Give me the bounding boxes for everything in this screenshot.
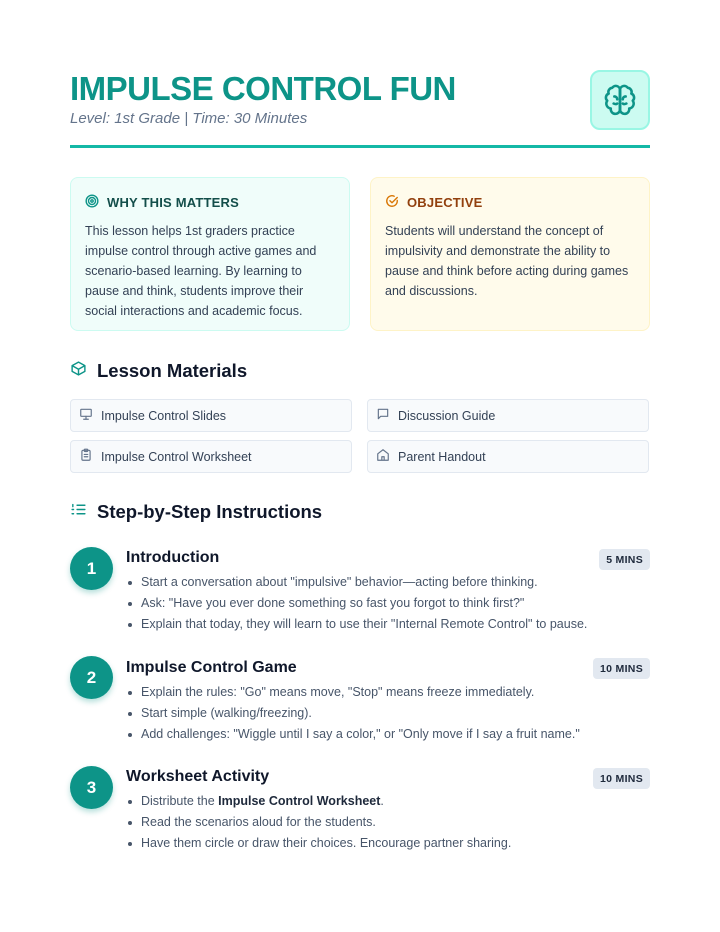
why-this-matters-card: [70, 177, 350, 331]
why-text: This lesson helps 1st graders practice impulse control through active games and scenario-based learning. By learning to pause and think, students improve their social interactions and academic focus.: [85, 224, 317, 318]
bullet-item: Explain that today, they will learn to use their "Internal Remote Control" to pause.: [126, 614, 587, 635]
check-circle-icon: [385, 194, 399, 211]
step-number: 1: [70, 547, 113, 590]
instructions-heading: Step-by-Step Instructions: [70, 501, 322, 523]
material-discussion-guide[interactable]: Discussion Guide: [367, 399, 649, 432]
brain-icon: [590, 70, 650, 130]
page-title: IMPULSE CONTROL FUN: [70, 70, 456, 107]
worksheet-link-text: Impulse Control Worksheet: [218, 794, 381, 808]
material-parent-handout[interactable]: Parent Handout: [367, 440, 649, 473]
step-number: 2: [70, 656, 113, 699]
step-bullets: [126, 572, 587, 635]
duration-badge: 10 MINS: [593, 658, 650, 679]
page-header: [70, 70, 650, 148]
material-slides[interactable]: Impulse Control Slides: [70, 399, 352, 432]
home-icon: [376, 448, 390, 465]
bullet-item: Explain the rules: "Go" means move, "Stop" means freeze immediately.: [126, 682, 580, 703]
duration-badge: 10 MINS: [593, 768, 650, 789]
presentation-icon: [79, 407, 93, 424]
objective-heading: OBJECTIVE: [407, 195, 483, 210]
duration-badge: 5 MINS: [599, 549, 650, 570]
chat-icon: [376, 407, 390, 424]
bullet-item: Ask: "Have you ever done something so fast you forgot to think first?": [126, 593, 587, 614]
step-bullets: [126, 682, 580, 745]
bullet-item: Distribute the Impulse Control Worksheet.: [126, 791, 511, 812]
step-title: Worksheet Activity: [126, 768, 270, 785]
bullet-item: Start a conversation about "impulsive" behavior—acting before thinking.: [126, 572, 587, 593]
step-title: Impulse Control Game: [126, 659, 297, 676]
bullet-item: Read the scenarios aloud for the students.: [126, 812, 511, 833]
materials-heading: Lesson Materials: [70, 360, 247, 382]
clipboard-icon: [79, 448, 93, 465]
why-heading: WHY THIS MATTERS: [107, 195, 239, 210]
box-icon: [70, 360, 87, 382]
page-subtitle: Level: 1st Grade | Time: 30 Minutes: [70, 110, 308, 127]
objective-text: Students will understand the concept of impulsivity and demonstrate the ability to pause and think before acting during games and discussions.: [385, 224, 629, 298]
bullet-item: Start simple (walking/freezing).: [126, 703, 580, 724]
target-icon: [85, 194, 99, 211]
step-title: Introduction: [126, 549, 220, 566]
list-icon: [70, 501, 87, 523]
bullet-item: Have them circle or draw their choices. Encourage partner sharing.: [126, 833, 511, 854]
step-bullets: [126, 791, 511, 854]
bullet-item: Add challenges: "Wiggle until I say a color," or "Only move if I say a fruit name.": [126, 724, 580, 745]
objective-card: [370, 177, 650, 331]
step-number: 3: [70, 766, 113, 809]
material-worksheet[interactable]: Impulse Control Worksheet: [70, 440, 352, 473]
